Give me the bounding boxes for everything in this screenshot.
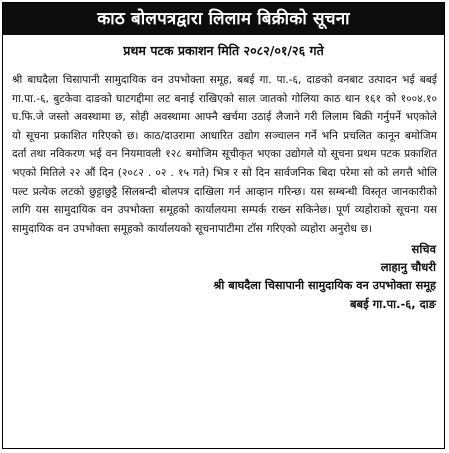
signatory-name: लाहानु चौधरी — [380, 260, 436, 275]
signatory-organization: श्री बाघदैला चिसापानी सामुदायिक वन उपभोक्ता समूह — [213, 279, 436, 293]
notice-title: काठ बोलपत्रद्वारा लिलाम बिक्रीको सूचना — [3, 3, 444, 35]
signatory-address: बबई गा.पा.-६, दाङ — [349, 297, 436, 312]
notice-body: श्री बाघदैला चिसापानी सामुदायिक वन उपभोक्ता समूह, बबई गा. पा.-६, दाङको वनबाट उत्पादन भई बबई गा.पा.-६, बुटकेवा दाङको घाटगद्दीमा लट बनाई राखिएको साल जातको गोलिया काठ थान १६१ को १००४.१० घ.फि.जे जस्तो अवस्थामा छ, सोही अवस्थामा आफ्नै खर्चमा उठाई लैजाने गरी लिलाम बिक्री गर्नुपर्ने भएकोले यो सूचना प्रकाशित गरिएको छ। काठ/दाउरामा आधारित उद्योग सञ्चालन गर्ने भनि प्रचलित कानून बमोजिम दर्ता तथा नविकरण भई वन नियमावली १२८ बमोजिम सूचीकृत भएका उद्योगले यो सूचना प्रथम पटक प्रकाशित भएको मितिले २२ औं दिन (२०८२ . ०२ . १५ गते) भित्र र सो दिन सार्वजनिक बिदा परेमा सो को लगत्तै भोलि पल्ट प्रत्येक लटको छुट्टाछुट्टै सिलबन्दी बोलपत्र दाखिला गर्न आव्हान गरिन्छ। यस सम्बन्धी विस्तृत जानकारीको लागि यस सामुदायिक वन उपभोक्ता समूहको कार्यालयमा सम्पर्क राख्न सकिनेछ। पूर्ण व्यहोराको सूचना यस सामुदायिक वन उपभोक्ता समूहको कार्यालयको सूचनापाटीमा टाँस गरिएको व्यहोरा अनुरोध छ। — [12, 74, 437, 235]
notice-box — [2, 2, 445, 449]
signatory-designation: सचिव — [411, 242, 436, 257]
publication-date-line: प्रथम पटक प्रकाशन मिति २०८२/०१/२६ गते — [123, 43, 324, 58]
